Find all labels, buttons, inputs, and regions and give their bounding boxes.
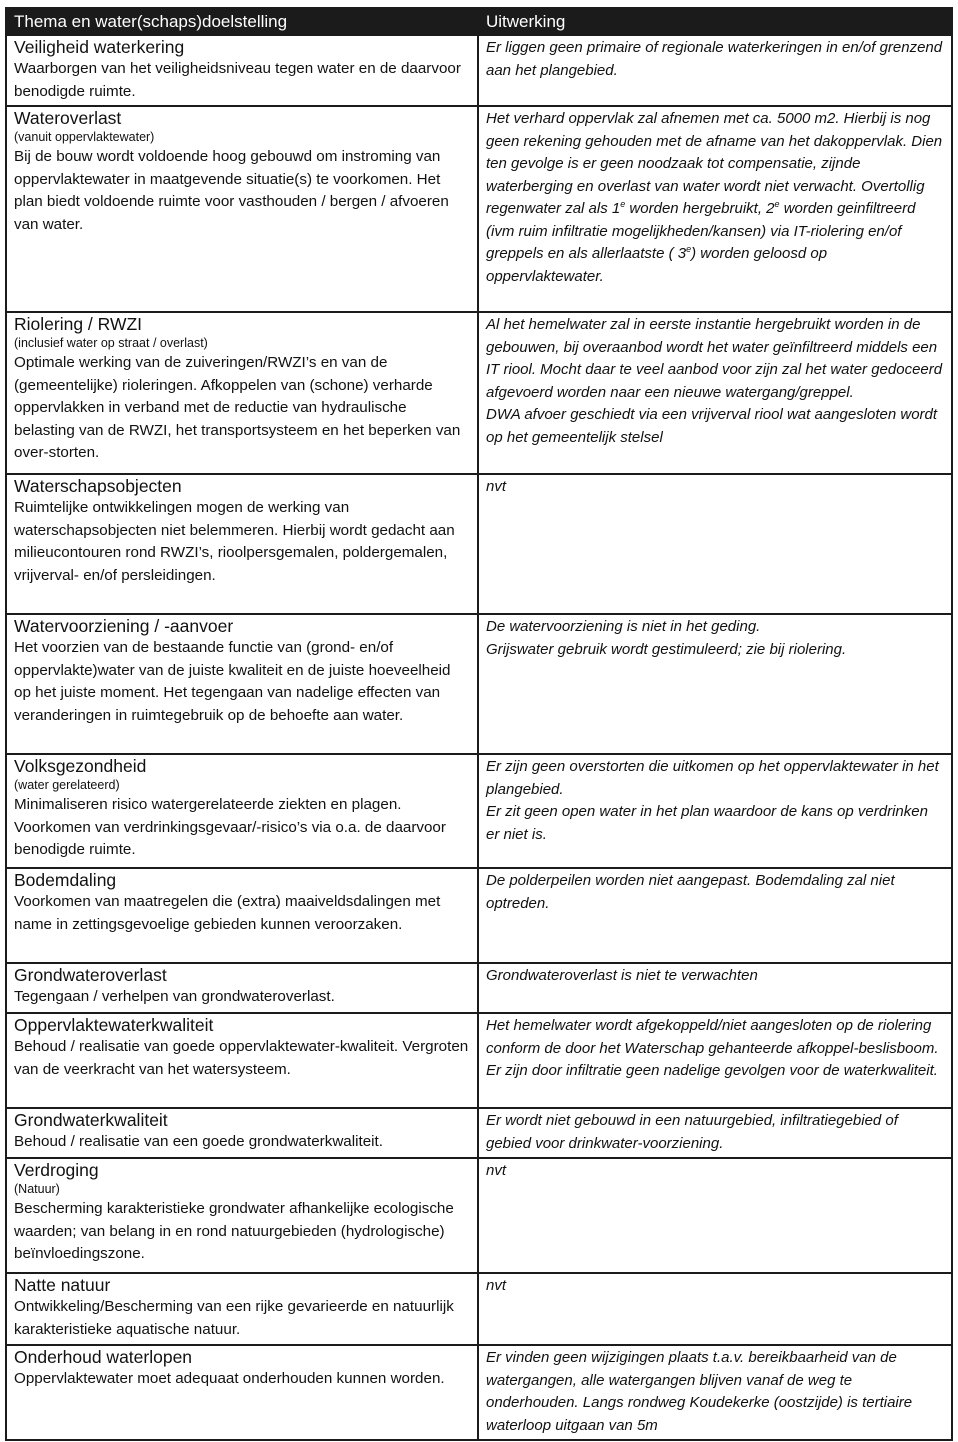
table-row	[6, 614, 952, 754]
uitwerking-text-part: Het verhard oppervlak zal afnemen met ca. 5000 m2. Hierbij is nog geen rekening gehouden met de afname van het dakoppervlak. Dien ten gevolge is er geen noodzaak tot compensatie, zijnde waterberging en overlast van water wordt niet verwacht. Overtollig regenwater zal als 1	[486, 110, 943, 217]
uitwerking-cell	[478, 754, 952, 868]
thema-description: Optimale werking van de zuiveringen/RWZI’s en van de (gemeentelijke) rioleringen. Afkoppelen van (schone) verharde oppervlakken in verband met de reductie van hydraulische belasting van de RWZI, het transportsysteem en het beperken van over-storten.	[14, 354, 461, 461]
thema-description: Behoud / realisatie van goede oppervlaktewater-kwaliteit. Vergroten van de veerkracht van het watersysteem.	[14, 1038, 469, 1078]
table-row	[6, 1108, 952, 1158]
uitwerking-cell	[478, 1108, 952, 1158]
thema-subtitle: (vanuit oppervlaktewater)	[14, 130, 155, 144]
thema-cell	[6, 868, 478, 963]
thema-cell	[6, 1273, 478, 1345]
thema-title: Volksgezondheid	[14, 756, 147, 776]
ordinal-superscript: e	[774, 199, 780, 209]
thema-cell	[6, 35, 478, 106]
thema-title: Veiligheid waterkering	[14, 37, 185, 57]
thema-description: Bij de bouw wordt voldoende hoog gebouwd om instroming van oppervlaktewater in maatgevende situatie(s) te voorkomen. Het plan biedt voldoende ruimte voor vasthouden / bergen / afvoeren van water.	[14, 148, 449, 233]
water-assessment-table	[5, 7, 953, 1441]
table-row	[6, 963, 952, 1013]
table-row	[6, 868, 952, 963]
thema-cell	[6, 106, 478, 312]
uitwerking-text: Er wordt niet gebouwd in een natuurgebied, infiltratiegebied of gebied voor drinkwater-voorziening.	[486, 1112, 898, 1152]
uitwerking-text: Er zijn geen overstorten die uitkomen op het oppervlaktewater in het plangebied.	[486, 758, 939, 798]
table-row	[6, 312, 952, 474]
uitwerking-cell	[478, 963, 952, 1013]
thema-title: Watervoorziening / -aanvoer	[14, 616, 234, 636]
thema-subtitle: (Natuur)	[14, 1182, 60, 1196]
uitwerking-text	[486, 108, 944, 288]
table-row	[6, 754, 952, 868]
thema-subtitle: (water gerelateerd)	[14, 778, 120, 792]
header-uitwerking: Uitwerking	[478, 8, 952, 35]
uitwerking-cell	[478, 1345, 952, 1440]
table-row	[6, 1345, 952, 1440]
uitwerking-cell	[478, 1273, 952, 1345]
uitwerking-text: nvt	[486, 1162, 507, 1179]
thema-cell	[6, 1345, 478, 1440]
thema-description: Ruimtelijke ontwikkelingen mogen de werking van waterschapsobjecten niet belemmeren. Hierbij wordt gedacht aan milieucontouren rond RWZI’s, rioolpersgemalen, poldergemalen, vrijverval- en/of persleidingen.	[14, 499, 455, 584]
ordinal-superscript: e	[620, 199, 626, 209]
thema-title: Grondwaterkwaliteit	[14, 1110, 168, 1130]
header-thema: Thema en water(schaps)doelstelling	[6, 8, 478, 35]
thema-subtitle: (inclusief water op straat / overlast)	[14, 336, 208, 350]
thema-description: Oppervlaktewater moet adequaat onderhouden kunnen worden.	[14, 1370, 445, 1387]
thema-description: Minimaliseren risico watergerelateerde ziekten en plagen. Voorkomen van verdrinkingsgevaar/-risico’s via o.a. de daarvoor benodigde ruimte.	[14, 796, 446, 858]
uitwerking-cell	[478, 474, 952, 614]
thema-description: Behoud / realisatie van een goede grondwaterkwaliteit.	[14, 1133, 383, 1150]
thema-cell	[6, 312, 478, 474]
thema-description: Het voorzien van de bestaande functie van (grond- en/of oppervlakte)water van de juiste kwaliteit en de juiste hoeveelheid op het juiste moment. Het tegengaan van nadelige effecten van veranderingen in ruimtegebruik op de behoefte aan water.	[14, 639, 451, 724]
uitwerking-text: Het hemelwater wordt afgekoppeld/niet aangesloten op de riolering conform de door het Waterschap gehanteerde afkoppel-beslisboom. Er zijn door infiltratie geen nadelige gevolgen voor de waterkwaliteit.	[486, 1017, 939, 1079]
thema-title: Waterschapsobjecten	[14, 476, 182, 496]
uitwerking-text-2: Er zit geen open water in het plan waardoor de kans op verdrinken er niet is.	[486, 803, 928, 843]
thema-description: Bescherming karakteristieke grondwater afhankelijke ecologische waarden; van belang in en rond natuurgebieden (hydrologische) beïnvloedingszone.	[14, 1200, 454, 1262]
uitwerking-text: De watervoorziening is niet in het geding.	[486, 618, 761, 635]
thema-cell	[6, 1158, 478, 1273]
uitwerking-text: De polderpeilen worden niet aangepast. Bodemdaling zal niet optreden.	[486, 872, 895, 912]
table-row	[6, 35, 952, 106]
thema-description: Waarborgen van het veiligheidsniveau tegen water en de daarvoor benodigde ruimte.	[14, 60, 461, 100]
uitwerking-cell	[478, 35, 952, 106]
thema-title: Oppervlaktewaterkwaliteit	[14, 1015, 214, 1035]
uitwerking-text-2: DWA afvoer geschiedt via een vrijverval riool wat aangesloten wordt op het gemeentelijk stelsel	[486, 406, 938, 446]
table-row	[6, 1158, 952, 1273]
thema-title: Natte natuur	[14, 1275, 111, 1295]
uitwerking-text-part: worden geinfiltreerd (ivm ruim infiltratie mogelijkheden/kansen) via IT-riolering en/of greppels en als allerlaatste ( 3	[486, 200, 916, 262]
ordinal-superscript: e	[686, 244, 692, 254]
uitwerking-text-part: ) worden geloosd op oppervlaktewater.	[486, 245, 828, 285]
uitwerking-text: nvt	[486, 1277, 507, 1294]
thema-title: Grondwateroverlast	[14, 965, 167, 985]
uitwerking-text-part: worden hergebruikt, 2	[625, 200, 775, 217]
uitwerking-cell	[478, 868, 952, 963]
table-row	[6, 1013, 952, 1108]
uitwerking-text: Grondwateroverlast is niet te verwachten	[486, 967, 758, 984]
thema-description: Tegengaan / verhelpen van grondwateroverlast.	[14, 988, 335, 1005]
uitwerking-text-2: Grijswater gebruik wordt gestimuleerd; zie bij riolering.	[486, 640, 847, 658]
thema-cell	[6, 1108, 478, 1158]
thema-description: Voorkomen van maatregelen die (extra) maaiveldsdalingen met name in zettingsgevoelige gebieden kunnen veroorzaken.	[14, 893, 441, 933]
thema-title: Riolering / RWZI	[14, 314, 143, 334]
uitwerking-cell	[478, 312, 952, 474]
table-row	[6, 106, 952, 312]
uitwerking-cell	[478, 614, 952, 754]
uitwerking-text: nvt	[486, 478, 507, 495]
uitwerking-cell	[478, 1013, 952, 1108]
uitwerking-cell	[478, 106, 952, 312]
thema-title: Onderhoud waterlopen	[14, 1347, 193, 1367]
thema-description: Ontwikkeling/Bescherming van een rijke gevarieerde en natuurlijk karakteristieke aquatische natuur.	[14, 1298, 454, 1338]
thema-cell	[6, 474, 478, 614]
uitwerking-text: Er vinden geen wijzigingen plaats t.a.v. bereikbaarheid van de watergangen, alle watergangen blijven vanaf de weg te onderhouden. Langs rondweg Koudekerke (oostzijde) is tertiaire waterloop uitgaan van 5m	[486, 1349, 913, 1434]
thema-title: Verdroging	[14, 1160, 99, 1180]
thema-title: Wateroverlast	[14, 108, 122, 128]
uitwerking-text: Er liggen geen primaire of regionale waterkeringen in en/of grenzend aan het plangebied.	[486, 39, 943, 79]
uitwerking-text: Al het hemelwater zal in eerste instantie hergebruikt worden in de gebouwen, bij overaanbod wordt het water geïnfiltreerd middels een IT riool. Mocht daar te veel aanbod voor zijn zal het water gedoceerd afgevoerd worden naar een nieuwe watergang/greppel.	[486, 316, 943, 401]
uitwerking-cell	[478, 1158, 952, 1273]
thema-title: Bodemdaling	[14, 870, 117, 890]
thema-cell	[6, 754, 478, 868]
table-row	[6, 474, 952, 614]
thema-cell	[6, 963, 478, 1013]
thema-cell	[6, 614, 478, 754]
table-header-row	[6, 8, 952, 35]
thema-cell	[6, 1013, 478, 1108]
table-row	[6, 1273, 952, 1345]
